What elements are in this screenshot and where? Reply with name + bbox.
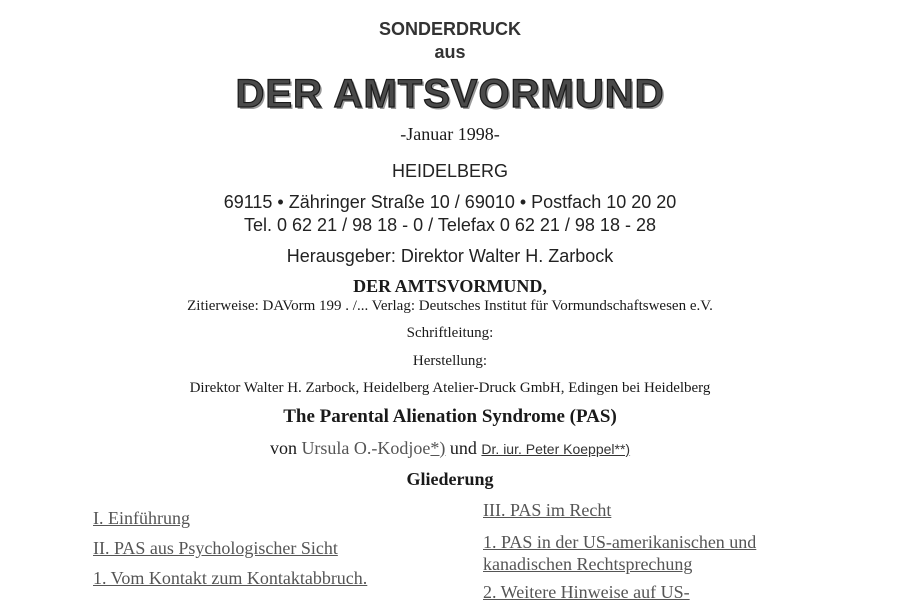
author-1: Ursula O.-Kodjoe*) (301, 438, 446, 458)
issue-date: -Januar 1998- (400, 124, 500, 144)
gliederung-heading: Gliederung (406, 469, 494, 489)
aus-label: aus (434, 42, 466, 62)
toc-item-pas-im-recht[interactable]: III. PAS im Recht (483, 500, 612, 520)
toc-item-us-rechtsprechung[interactable]: 1. PAS in der US-amerikanischen und kanadischen Rechtsprechung (483, 532, 757, 574)
schriftleitung-label: Schriftleitung: (406, 325, 494, 341)
von-label: von (269, 438, 297, 458)
toc-item-pas-psychologisch[interactable]: II. PAS aus Psychologischer Sicht (93, 538, 338, 558)
und-label: und (449, 438, 477, 458)
herstellung-label: Herstellung: (412, 353, 488, 369)
imprint-title: DER AMTSVORMUND, (353, 276, 547, 296)
city: HEIDELBERG (391, 161, 509, 181)
author-1-footnote-mark[interactable]: *) (430, 438, 446, 458)
toc-item-einfuehrung[interactable]: I. Einführung (93, 508, 190, 528)
citation-note: Zitierweise: DAVorm 199 . /... Verlag: Deutsches Institut für Vormundschaftswesen e.V. (187, 298, 713, 314)
producer-line: Direktor Walter H. Zarbock, Heidelberg Atelier-Druck GmbH, Edingen bei Heidelberg (189, 380, 711, 396)
sonderdruck-label: SONDERDRUCK (378, 19, 521, 39)
address: 69115 • Zähringer Straße 10 / 69010 • Postfach 10 20 20 (223, 192, 677, 212)
toc-item-weitere-hinweise[interactable]: 2. Weitere Hinweise auf US- (483, 582, 690, 602)
article-title: The Parental Alienation Syndrome (PAS) (283, 406, 617, 427)
journal-title: DER AMTSVORMUND (235, 72, 665, 116)
toc-item-kontaktabbruch[interactable]: 1. Vom Kontakt zum Kontaktabbruch. (93, 568, 368, 588)
author-line (0, 438, 900, 459)
author-2-link[interactable]: Dr. iur. Peter Koeppel**) (481, 441, 631, 457)
phone-fax: Tel. 0 62 21 / 98 18 - 0 / Telefax 0 62 21 / 98 18 - 28 (244, 215, 656, 235)
publisher: Herausgeber: Direktor Walter H. Zarbock (286, 246, 614, 266)
